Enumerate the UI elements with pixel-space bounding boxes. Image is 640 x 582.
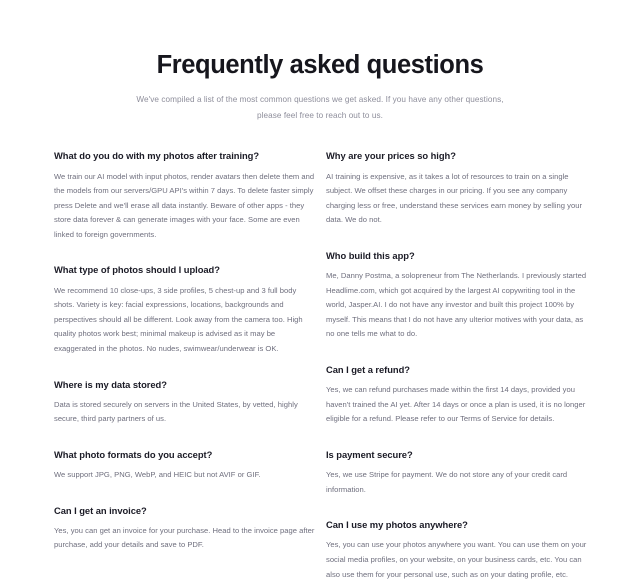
faq-question: Why are your prices so high? — [326, 150, 456, 162]
page-header — [0, 0, 640, 124]
faq-answer: We support JPG, PNG, WebP, and HEIC but not AVIF or GIF. — [54, 470, 261, 480]
faq-question: Where is my data stored? — [54, 378, 167, 390]
faq-item — [326, 150, 588, 228]
faq-item — [54, 264, 316, 356]
faq-item — [326, 250, 588, 342]
faq-item — [54, 505, 316, 553]
faq-question: What type of photos should I upload? — [54, 264, 220, 276]
page-subtitle-line-2: please feel free to reach out to us. — [257, 111, 383, 121]
faq-answer: Me, Danny Postma, a solopreneur from The Netherlands. I previously started Headlime.com, which got acquired by the largest AI copywriting tool in the world, Jasper.AI. I do not have any investor and built this project 100% by myself. This means that I do not have any ulterior motives with your data, as no one tells me what to do. — [326, 271, 587, 339]
faq-question: What do you do with my photos after training? — [54, 150, 260, 162]
faq-answer: We train our AI model with input photos, render avatars then delete them and the models from our servers/GPU API's within 7 days. To delete faster simply press Delete and we'll erase all data instantly. Beware of other apps - they store data forever & can generate images with your face. Some are even linked to foreign governments. — [54, 171, 315, 239]
page-subtitle — [120, 92, 520, 124]
faq-answer: We recommend 10 close-ups, 3 side profiles, 5 chest-up and 3 full body shots. Variety is key: facial expressions, locations, backgrounds and perspectives should all be different. Look away from the camera too. High quality photos work best; minimal makeup is advised as it may be exaggerated in the photos. No nudes, swimwear/underwear is OK. — [54, 285, 303, 353]
faq-question: Who build this app? — [326, 249, 415, 261]
faq-column-right — [326, 150, 588, 582]
faq-item — [326, 364, 588, 427]
faq-column-left — [54, 150, 316, 582]
faq-question: Can I get a refund? — [326, 363, 410, 375]
faq-item — [54, 150, 316, 242]
faq-answer: Yes, you can get an invoice for your purchase. Head to the invoice page after purchase, add your details and save to PDF. — [54, 525, 315, 550]
faq-item — [54, 379, 316, 427]
faq-item — [54, 449, 316, 483]
faq-answer: Data is stored securely on servers in the United States, by vetted, highly secure, third party partners of us. — [54, 399, 298, 424]
faq-answer: Yes, we use Stripe for payment. We do not store any of your credit card information. — [326, 470, 568, 494]
faq-answer: AI training is expensive, as it takes a lot of resources to train on a single subject. We offset these charges in our pricing. If you see any company charging less or free, understand these services earn money by selling your data. We do not. — [326, 171, 583, 225]
faq-answer: Yes, we can refund purchases made within the first 14 days, provided you haven't trained the AI yet. After 14 days or once a plan is used, it is no longer eligible for a refund. Please refer to our Terms of Service for details. — [326, 385, 586, 424]
faq-question: Can I use my photos anywhere? — [326, 519, 468, 531]
faq-question: What photo formats do you accept? — [54, 448, 213, 460]
faq-grid — [0, 150, 640, 582]
faq-question: Can I get an invoice? — [54, 504, 147, 516]
page-subtitle-line-1: We've compiled a list of the most common questions we get asked. If you have any other questions, — [136, 95, 504, 105]
faq-question: Is payment secure? — [326, 448, 413, 460]
page-title: Frequently asked questions — [156, 51, 484, 79]
faq-item — [326, 449, 588, 497]
faq-item — [326, 519, 588, 582]
faq-answer: Yes, you can use your photos anywhere you want. You can use them on your social media profiles, on your website, on your business cards, etc. You can also use them for your personal use, such as on your dating profile, etc. — [326, 540, 587, 579]
